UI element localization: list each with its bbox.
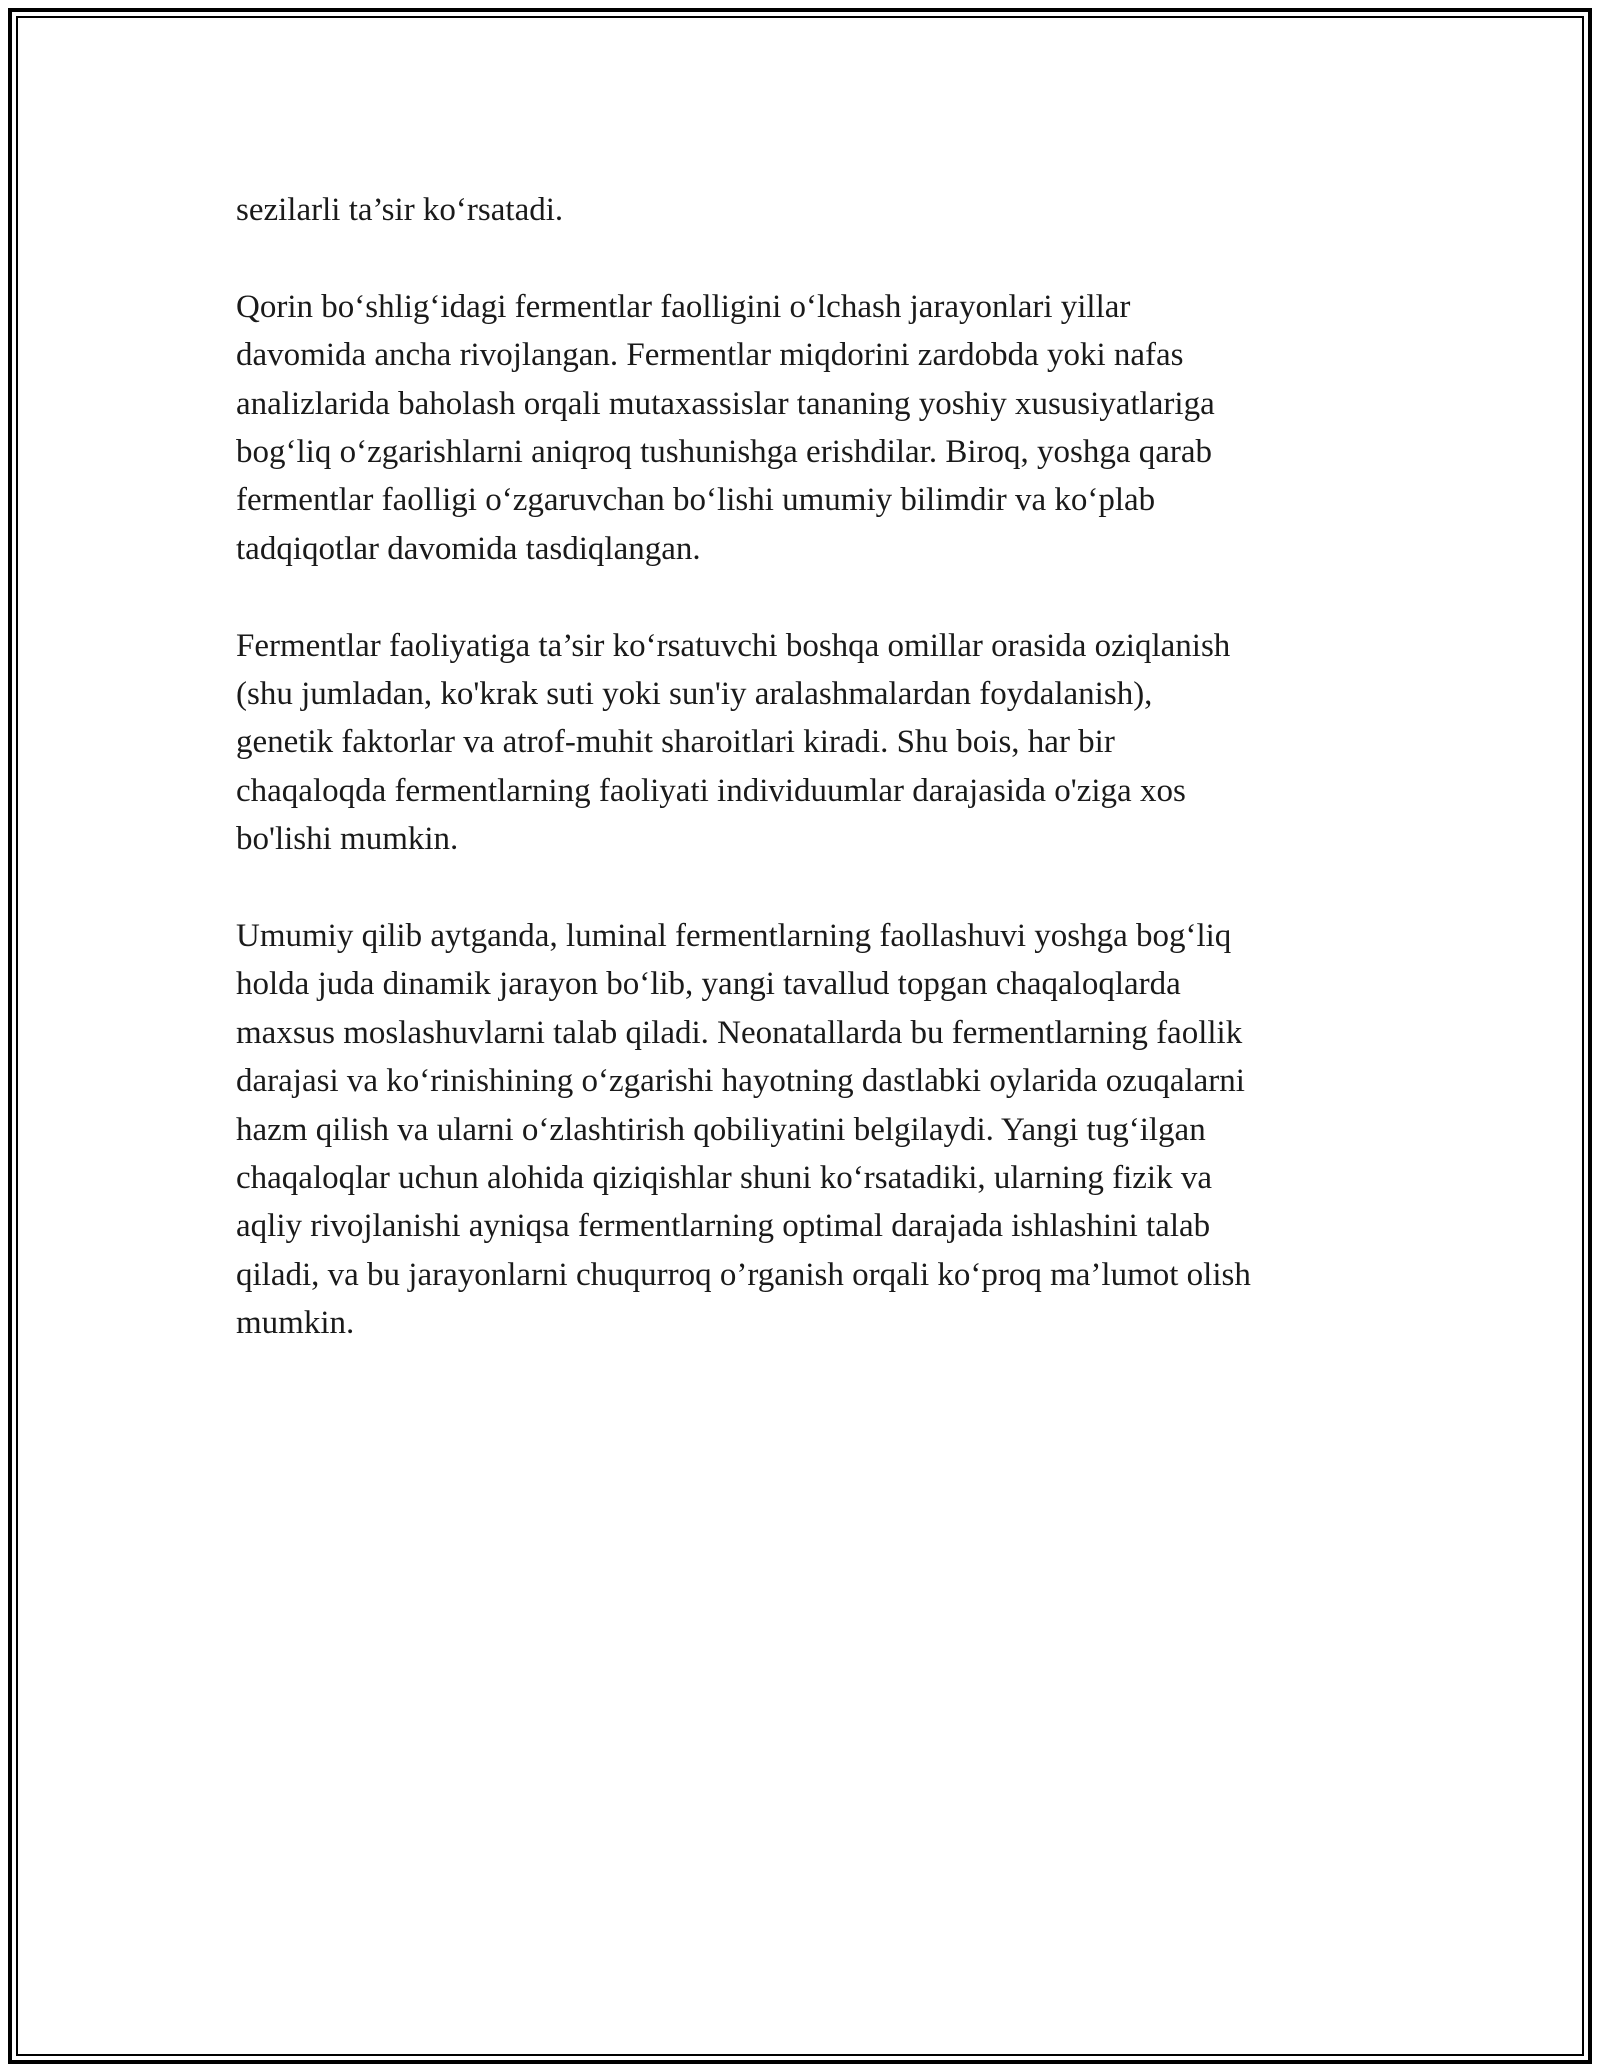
paragraph-4: Umumiy qilib aytganda, luminal fermentlarning faollashuvi yoshga bog‘liq holda juda dinamik jarayon bo‘lib, yangi tavallud topgan chaqaloqlarda maxsus moslashuvlarni talab qiladi. Neonatallarda bu fermentlarning faollik darajasi va ko‘rinishining o‘zgarishi hayotning dastlabki oylarida ozuqalarni hazm qilish va ularni o‘zlashtirish qobiliyatini belgilaydi. Yangi tug‘ilgan chaqaloqlar uchun alohida qiziqishlar shuni ko‘rsatadiki, ularning fizik va aqliy rivojlanishi ayniqsa fermentlarning optimal darajada ishlashini talab qiladi, va bu jarayonlarni chuqurroq o’rganish orqali ko‘proq ma’lumot olish mumkin.	[236, 918, 1251, 1342]
paragraph-2: Qorin bo‘shlig‘idagi fermentlar faolligini o‘lchash jarayonlari yillar davomida ancha rivojlangan. Fermentlar miqdorini zardobda yoki nafas analizlarida baholash orqali mutaxassislar tananing yoshiy xususiyatlariga bog‘liq o‘zgarishlarni aniqroq tushunishga erishdilar. Biroq, yoshga qarab fermentlar faolligi o‘zgaruvchan bo‘lishi umumiy bilimdir va ko‘plab tadqiqotlar davomida tasdiqlangan.	[236, 288, 1215, 567]
paragraph-1: sezilarli ta’sir ko‘rsatadi.	[236, 192, 564, 228]
paragraph-3: Fermentlar faoliyatiga ta’sir ko‘rsatuvchi boshqa omillar orasida oziqlanish (shu jumladan, ko'krak suti yoki sun'iy aralashmalardan foydalanish), genetik faktorlar va atrof-muhit sharoitlari kiradi. Shu bois, har bir chaqaloqda fermentlarning faoliyati individuumlar darajasida o'ziga xos bo'lishi mumkin.	[236, 627, 1231, 858]
document-body	[236, 186, 1376, 1396]
